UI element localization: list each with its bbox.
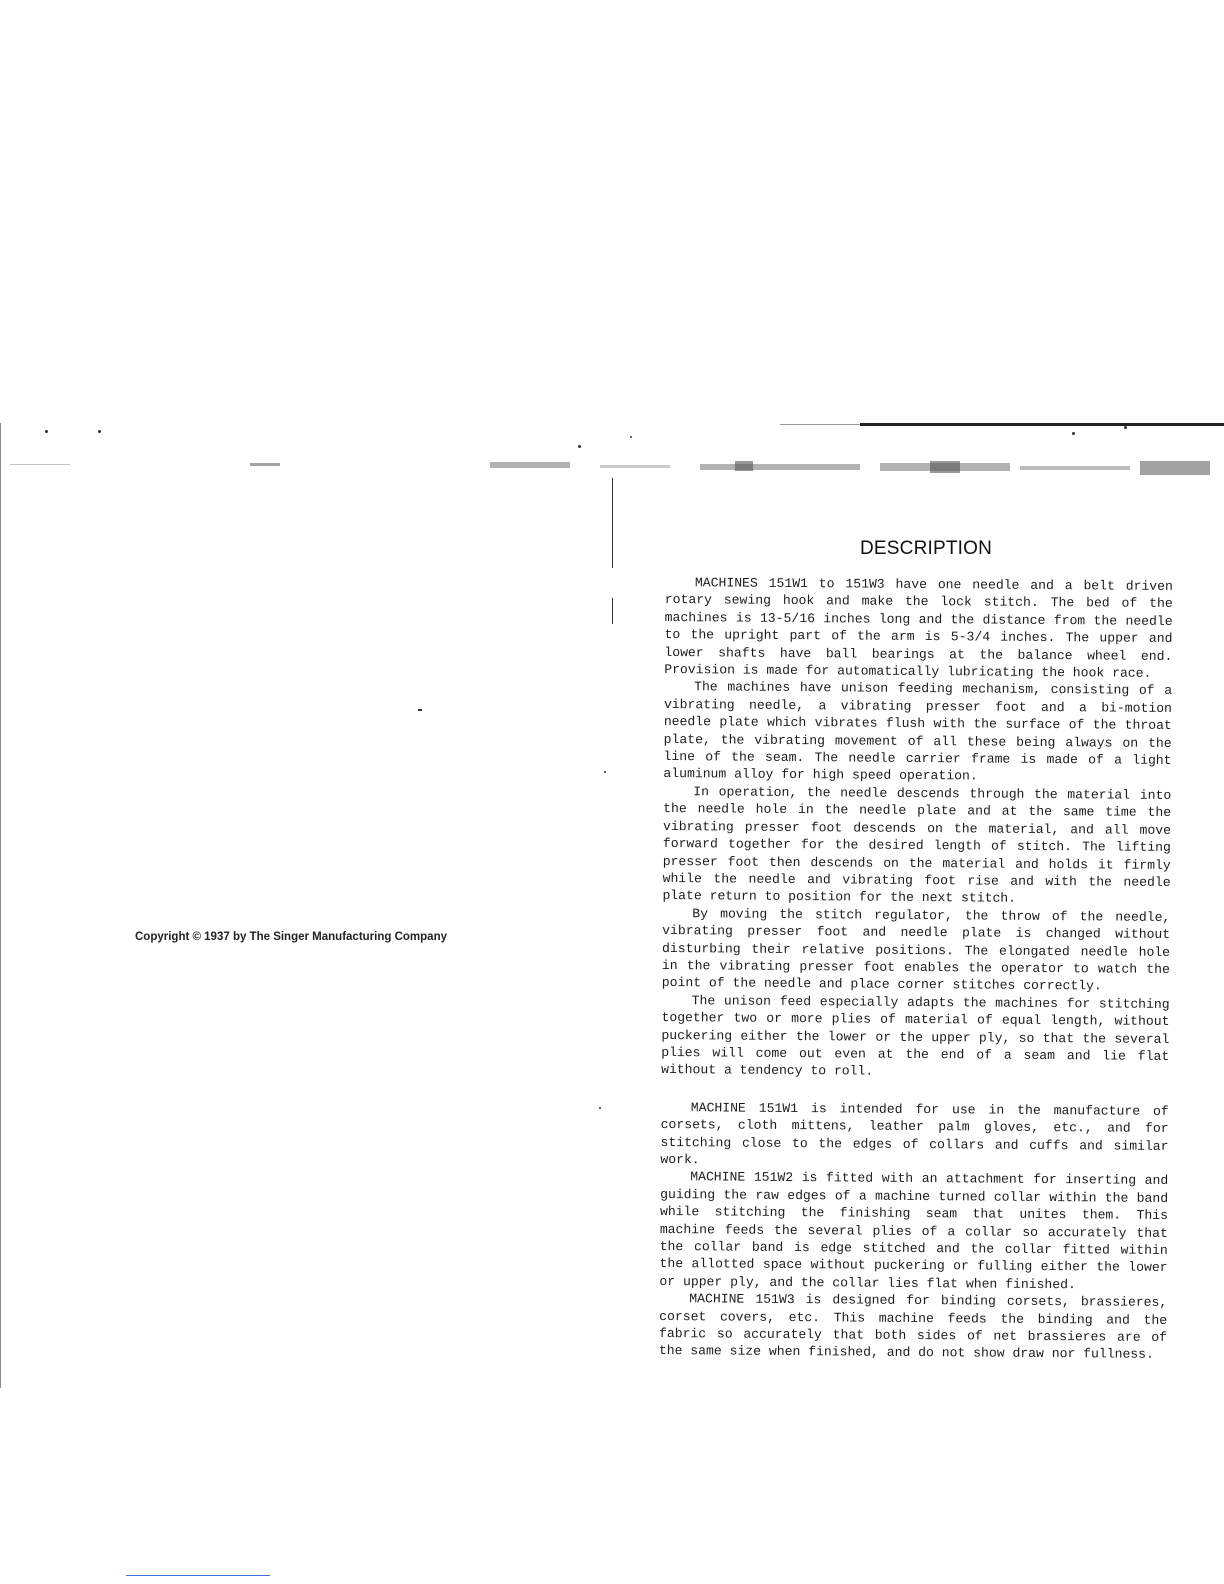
copyright-notice: Copyright © 1937 by The Singer Manufacturing Company bbox=[135, 931, 447, 943]
paragraph-unison-mechanism: The machines have unison feeding mechanism, consisting of a vibrating needle, a vibrating presser foot and a bi-motion needle plate which vibrates flush with the surface of the throat plate, the vibrating movement of all these being always on the line of the seam. The needle carrier frame is made of a light aluminum alloy for high speed operation. bbox=[663, 679, 1173, 784]
scan-noise-band bbox=[0, 460, 1224, 496]
paragraph-stitch-regulator: By moving the stitch regulator, the throw of the needle, vibrating presser foot and needle plate is changed without disturbing their relative positions. The elongated needle hole in the vibrating presser foot enables the operator to watch the point of the needle and place corner stitches correctly. bbox=[661, 905, 1171, 994]
paragraph-overview: MACHINES 151W1 to 151W3 have one needle and a belt driven rotary sewing hook and make the lock stitch. The bed of the machines is 13-5/16 inches long and the distance from the needle to the upright part of the arm is 5-3/4 inches. The upper and lower shafts have ball bearings at the balance wheel end. Provision is made for automatically lubricating the hook race. bbox=[664, 575, 1173, 681]
fold-mark-bottom bbox=[612, 598, 613, 624]
paragraph-unison-feed: The unison feed especially adapts the machines for stitching together two or more plies of material of equal length, without puckering either the lower or the upper ply, so that the several plies will come out even at the end of a seam and lie flat without a tendency to roll. bbox=[661, 992, 1170, 1080]
paragraph-machine-151w2: MACHINE 151W2 is fitted with an attachment for inserting and guiding the raw edges of a machine turned collar within the band while stitching the finishing seam that unites them. This machine feeds the several plies of a collar so accurately that the collar band is edge stitched and the collar fitted within the allotted space without puckering or fulling either the lower or upper ply, and the collar lies flat when finished. bbox=[659, 1169, 1169, 1293]
scan-top-rule-thin bbox=[780, 424, 860, 425]
scan-speck bbox=[578, 445, 581, 448]
scan-speck bbox=[1072, 432, 1075, 435]
scan-edge-left bbox=[0, 423, 1, 1388]
scan-speck bbox=[630, 436, 632, 438]
scan-speck bbox=[98, 430, 101, 433]
scan-speck bbox=[604, 771, 606, 773]
scan-speck bbox=[1124, 426, 1127, 429]
page-heading: DESCRIPTION bbox=[860, 538, 993, 559]
scan-speck bbox=[599, 1107, 601, 1109]
paragraph-operation: In operation, the needle descends through the material into the needle hole in the needle plate and at the same time the vibrating presser foot descends on the material, and all move forward together for the desired length of stitch. The lifting presser foot then descends on the material and holds it firmly while the needle and vibrating foot rise and with the needle plate return to position for the next stitch. bbox=[662, 784, 1172, 907]
scan-top-rule bbox=[860, 423, 1224, 426]
paragraph-machine-151w3: MACHINE 151W3 is designed for binding corsets, brassieres, corset covers, etc. This machine feeds the binding and the fabric so accurately that both sides of net brassieres are of the same size when finished, and do not show draw nor fullness. bbox=[658, 1291, 1168, 1363]
scan-bottom-rule bbox=[126, 1575, 270, 1576]
description-body bbox=[659, 574, 1173, 1364]
paragraph-machine-151w1: MACHINE 151W1 is intended for use in the manufacture of corsets, cloth mittens, leather palm gloves, etc., and for stitching close to the edges of collars and cuffs and similar work. bbox=[660, 1100, 1169, 1168]
scan-speck bbox=[418, 709, 422, 711]
scan-speck bbox=[45, 430, 48, 433]
